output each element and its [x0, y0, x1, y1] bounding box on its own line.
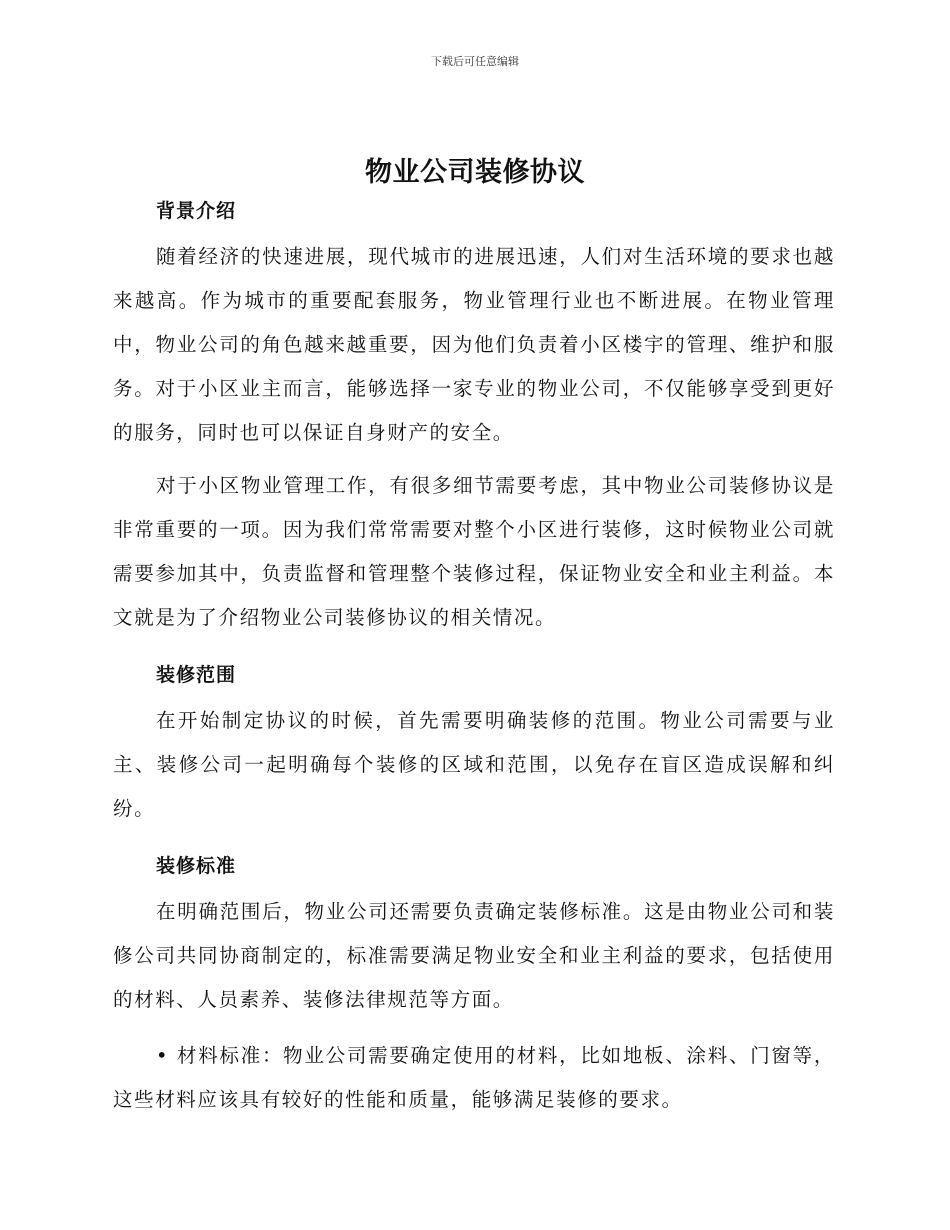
page-header-note: 下载后可任意编辑 — [431, 55, 519, 68]
paragraph-background-2: 对于小区物业管理工作，有很多细节需要考虑，其中物业公司装修协议是非常重要的一项。因为我们常常需要对整个小区进行装修，这时候物业公司就需要参加其中，负责监督和管理整个装修过程，保证物业安全和业主利益。本文就是为了介绍物业公司装修协议的相关情况。 — [113, 474, 835, 629]
paragraph-scope-1: 在开始制定协议的时候，首先需要明确装修的范围。物业公司需要与业主、装修公司一起明确每个装修的区域和范围，以免存在盲区造成误解和纠纷。 — [113, 709, 835, 820]
document-title: 物业公司装修协议 — [365, 157, 585, 188]
paragraph-background-1: 随着经济的快速进展，现代城市的进展迅速，人们对生活环境的要求也越来越高。作为城市的重要配套服务，物业管理行业也不断进展。在物业管理中，物业公司的角色越来越重要，因为他们负责着小区楼宇的管理、维护和服务。对于小区业主而言，能够选择一家专业的物业公司，不仅能够享受到更好的服务，同时也可以保证自身财产的安全。 — [113, 245, 835, 444]
section-heading-standard: 装修标准 — [156, 855, 237, 877]
bullet-material-standard: • 材料标准：物业公司需要确定使用的材料，比如地板、涂料、门窗等，这些材料应该具有较好的性能和质量，能够满足装修的要求。 — [113, 1044, 835, 1111]
document-body — [113, 196, 835, 1122]
paragraph-standard-1: 在明确范围后，物业公司还需要负责确定装修标准。这是由物业公司和装修公司共同协商制定的，标准需要满足物业安全和业主利益的要求，包括使用的材料、人员素养、装修法律规范等方面。 — [113, 900, 835, 1011]
section-heading-background: 背景介绍 — [156, 200, 237, 222]
section-heading-scope: 装修范围 — [156, 664, 237, 686]
